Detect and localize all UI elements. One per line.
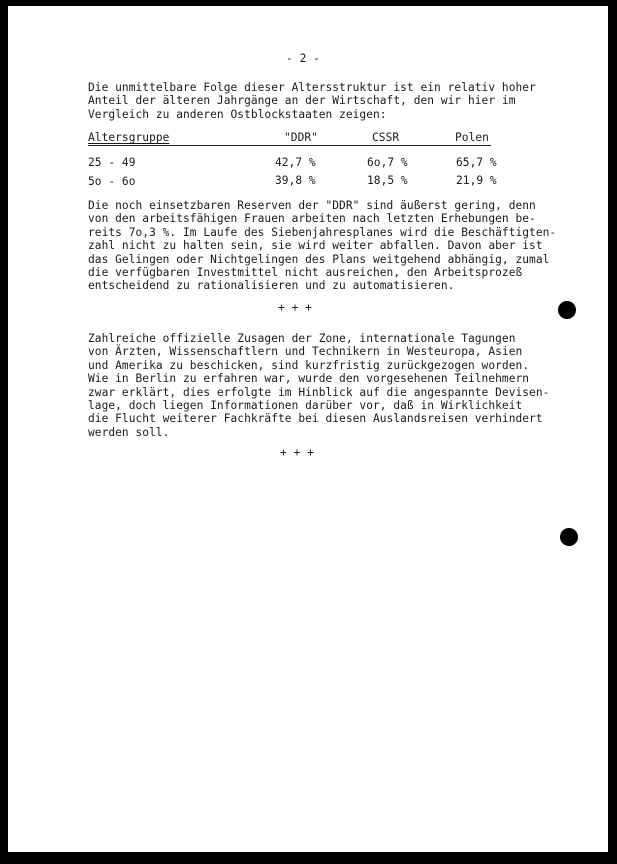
section-separator: + + + [280,446,314,459]
table-cell: 21,9 % [456,174,497,187]
table-cell: 6o,7 % [367,156,408,169]
text-line: Die noch einsetzbaren Reserven der "DDR" sind äußerst gering, denn [88,199,536,212]
section-separator: + + + [278,301,312,314]
page-number: - 2 - [286,52,320,65]
punch-hole [560,528,578,546]
table-header-altersgruppe: Altersgruppe [88,131,170,144]
punch-hole [558,301,576,319]
text-line: die Flucht weiterer Fachkräfte bei diesen Auslandsreisen verhindert [88,412,543,426]
text-line: die verfügbaren Investmittel nicht ausreichen, den Arbeitsprozeß [88,266,523,280]
table-cell: 39,8 % [275,174,316,187]
text-line: von den arbeitsfähigen Frauen arbeiten nach letzten Erhebungen be- [88,212,536,226]
text-line: zwar erklärt, dies erfolgte im Hinblick auf die angespannte Devisen- [88,385,550,399]
text-line: Zahlreiche offizielle Zusagen der Zone, internationale Tagungen [88,332,516,345]
text-line: das Gelingen oder Nichtgelingen des Plans weitgehend abhängig, zumal [88,252,550,266]
table-cell: 42,7 % [275,156,316,169]
text-line: zahl nicht zu halten sein, sie wird weiter abfallen. Davon aber ist [88,239,543,253]
text-line: lage, doch liegen Informationen darüber vor, daß in Wirklichkeit [88,399,523,413]
table-cell: 5o - 6o [88,175,136,188]
text-line: reits 7o,3 %. Im Laufe des Siebenjahresplanes wird die Beschäftigten- [88,225,557,239]
table-header-ddr: "DDR" [284,131,318,144]
text-line: Die unmittelbare Folge dieser Altersstruktur ist ein relativ hoher [88,81,536,94]
table-header-polen: Polen [455,131,489,144]
text-line: und Amerika zu beschicken, sind kurzfristig zurückgezogen worden. [88,358,530,372]
table-header-cssr: CSSR [372,131,400,144]
text-line: Wie in Berlin zu erfahren war, wurde den vorgesehenen Teilnehmern [88,372,530,386]
text-line: entscheidend zu rationalisieren und zu automatisieren. [88,279,455,293]
table-cell: 18,5 % [367,174,408,187]
text-line: Vergleich zu anderen Ostblockstaaten zeigen: [88,107,387,121]
table-cell: 25 - 49 [88,156,136,169]
table-header-rule [88,145,491,146]
reserves-paragraph [88,199,556,293]
text-line: werden soll. [88,425,170,439]
table-cell: 65,7 % [456,156,497,169]
conferences-paragraph [88,332,549,439]
text-line: Anteil der älteren Jahrgänge an der Wirtschaft, den wir hier im [88,94,516,108]
text-line: von Ärzten, Wissenschaftlern und Technikern in Westeuropa, Asien [88,345,523,359]
intro-paragraph [88,81,536,121]
